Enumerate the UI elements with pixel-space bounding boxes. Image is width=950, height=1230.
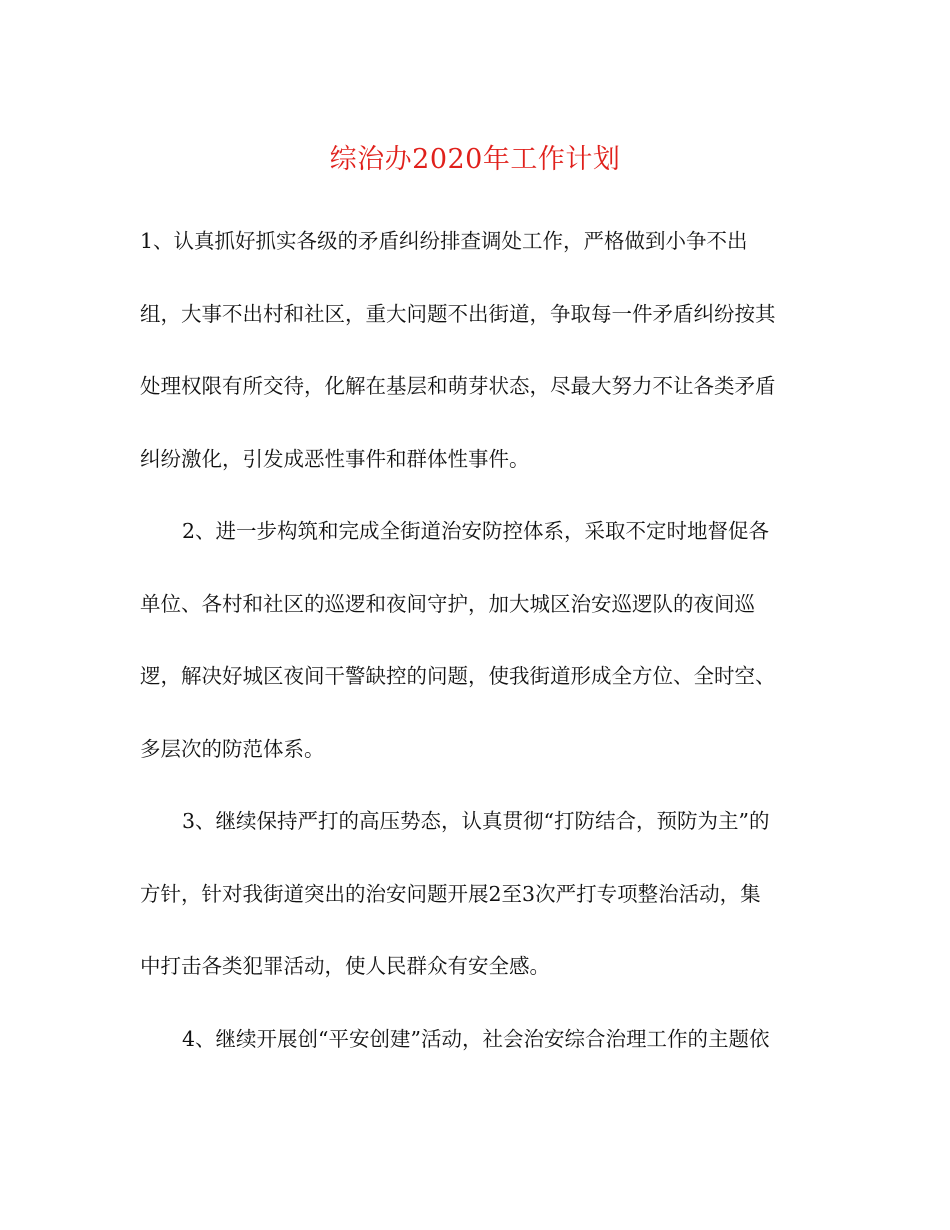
- paragraph-3: [140, 801, 820, 1019]
- paragraph-line: 4、继续开展创“平安创建”活动，社会治安综合治理工作的主题依: [182, 1026, 770, 1051]
- document-body: [140, 221, 820, 1091]
- paragraph-1: [140, 221, 820, 511]
- paragraph-2: [140, 511, 820, 801]
- paragraph-line: 3、继续保持严打的高压势态，认真贯彻“打防结合，预防为主”的: [182, 809, 770, 833]
- paragraph-line: 1、认真抓好抓实各级的矛盾纠纷排查调处工作，严格做到小争不出: [140, 229, 748, 253]
- paragraph-line: 2、进一步构筑和完成全街道治安防控体系，采取不定时地督促各: [182, 519, 770, 543]
- paragraph-line: 中打击各类犯罪活动，使人民群众有安全感。: [140, 954, 550, 978]
- document-title: 综治办2020年工作计划: [329, 144, 621, 175]
- paragraph-line: 多层次的防范体系。: [140, 736, 325, 761]
- paragraph-line: 方针，针对我街道突出的治安问题开展2至3次严打专项整治活动，集: [140, 881, 761, 906]
- paragraph-line: 处理权限有所交待，化解在基层和萌芽状态，尽最大努力不让各类矛盾: [140, 374, 776, 398]
- paragraph-4: [140, 1019, 820, 1092]
- paragraph-line: 组，大事不出村和社区，重大问题不出街道，争取每一件矛盾纠纷按其: [140, 301, 776, 326]
- paragraph-line: 逻，解决好城区夜间干警缺控的问题，使我街道形成全方位、全时空、: [140, 664, 776, 688]
- paragraph-line: 单位、各村和社区的巡逻和夜间守护，加大城区治安巡逻队的夜间巡: [140, 591, 755, 616]
- paragraph-line: 纠纷激化，引发成恶性事件和群体性事件。: [140, 446, 530, 471]
